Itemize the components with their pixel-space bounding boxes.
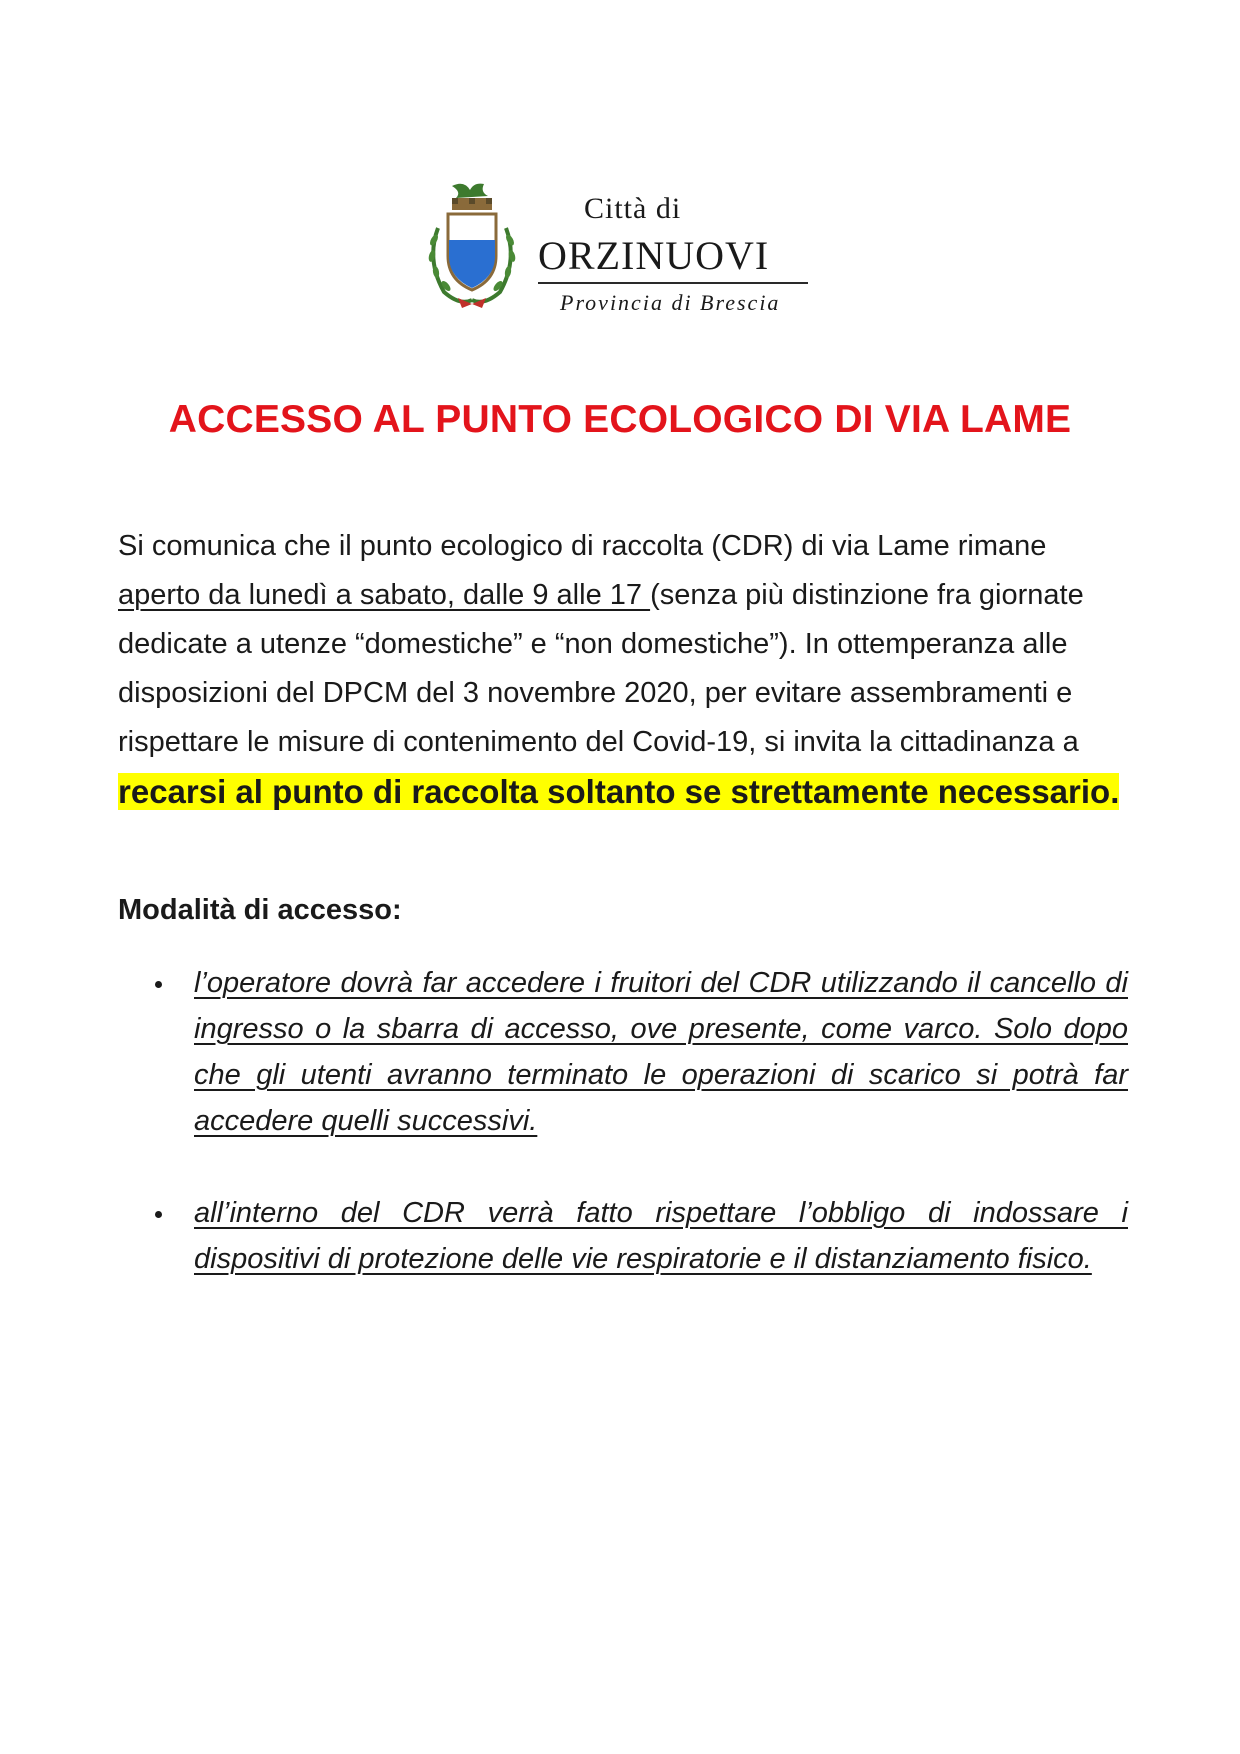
province-text: Provincia di Brescia (560, 290, 781, 315)
bullet-icon (155, 1211, 162, 1218)
list-item (118, 960, 1128, 1144)
intro-text-1: Si comunica che il punto ecologico di raccolta (CDR) di via Lame rimane (118, 530, 1047, 562)
citta-di-text: Città di (584, 192, 682, 225)
list-item (118, 1190, 1128, 1282)
bullet-icon (155, 981, 162, 988)
city-name-text: ORZINUOVI (538, 233, 770, 278)
logo-divider (538, 282, 808, 284)
access-heading: Modalità di accesso: (118, 894, 402, 926)
city-wordmark (534, 168, 814, 316)
intro-paragraph (118, 522, 1128, 819)
highlighted-notice: recarsi al punto di raccolta soltanto se strettamente necessario. (118, 773, 1120, 810)
city-logo (424, 168, 814, 316)
list-item-text: l’operatore dovrà far accedere i fruitori del CDR utilizzando il cancello di ingresso o la sbarra di accesso, ove presente, come varco. Solo dopo che gli utenti avranno terminato le operazioni di scarico si potrà far accedere quelli successivi. (194, 967, 1128, 1137)
municipal-crest-icon (424, 180, 520, 312)
list-item-text: all’interno del CDR verrà fatto rispettare l’obbligo di indossare i dispositivi di protezione delle vie respiratorie e il distanziamento fisico. (194, 1197, 1128, 1275)
access-rules-list (118, 960, 1128, 1328)
intro-text-2: (senza più distinzione fra giornate dedicate a utenze “domestiche” e “non domestiche”). In ottemperanza alle disposizioni del DPCM del 3 novembre 2020, per evitare assembramenti e rispettare le misure di contenimento del Covid-19, si invita la cittadinanza a (118, 579, 1084, 758)
opening-hours-text: aperto da lunedì a sabato, dalle 9 alle 17 (118, 579, 651, 611)
page-title: ACCESSO AL PUNTO ECOLOGICO DI VIA LAME (168, 398, 1072, 442)
